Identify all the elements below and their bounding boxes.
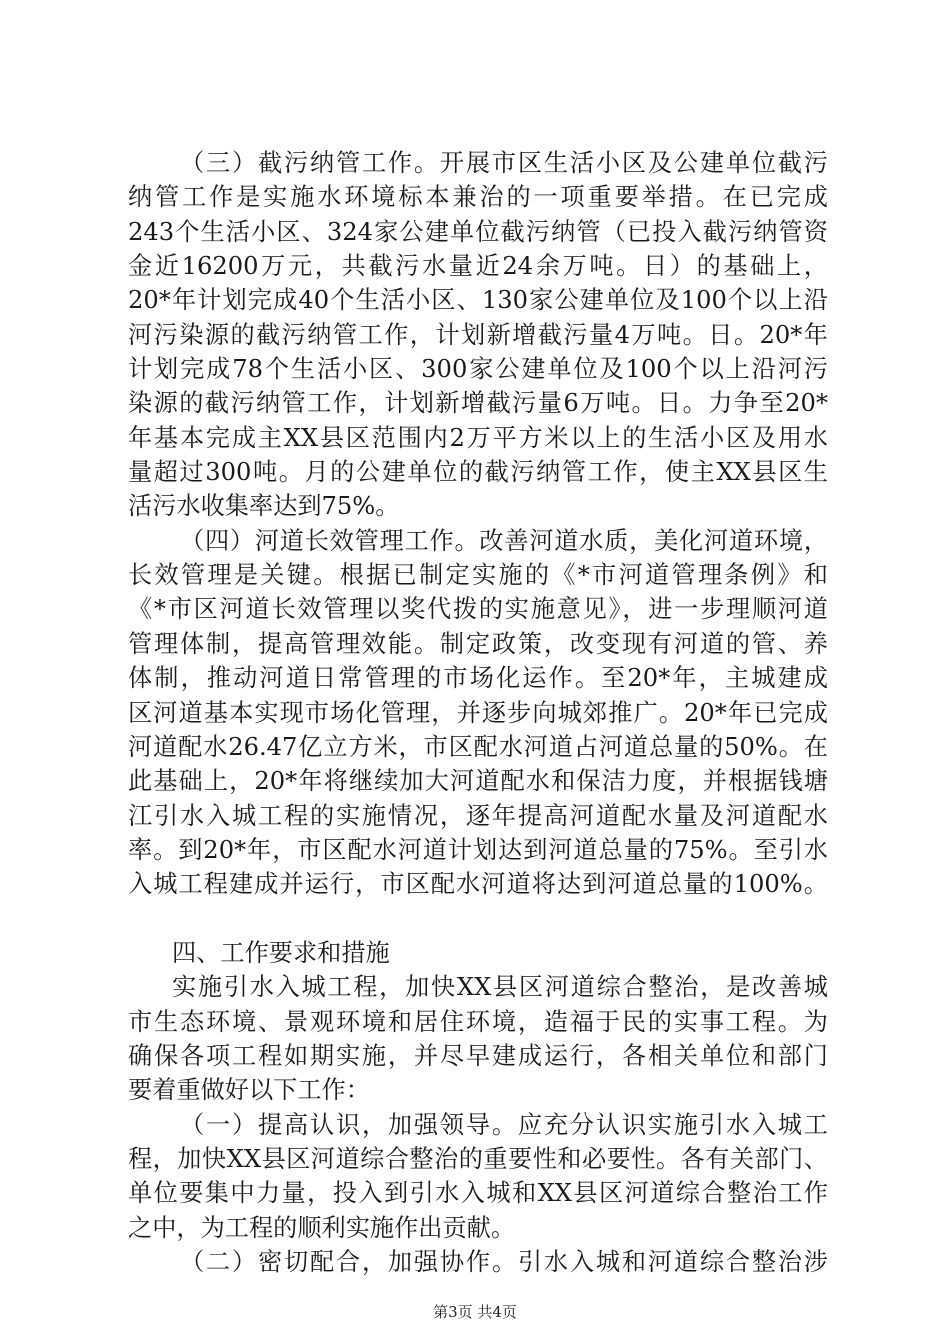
paragraph-line: 管理体制，提高管理效能。制定政策，改变现有河道的管、养 xyxy=(128,629,828,658)
paragraph-line: 入城工程建成并运行，市区配水河道将达到河道总量的100%。 xyxy=(128,870,828,899)
section-heading: 四、工作要求和措施 xyxy=(172,938,390,967)
paragraph-line: 率。到20*年，市区配水河道计划达到河道总量的75%。至引水 xyxy=(128,835,828,864)
paragraph-line: 市生态环境、景观环境和居住环境，造福于民的实事工程。为 xyxy=(128,1007,828,1036)
paragraph-line: 《*市区河道长效管理以奖代拨的实施意见》，进一步理顺河道 xyxy=(128,595,828,624)
blank-line xyxy=(128,902,828,936)
paragraph-line: 单位要集中力量，投入到引水入城和XX县区河道综合整治工作 xyxy=(128,1179,828,1208)
paragraph-line: 确保各项工程如期实施，并尽早建成运行，各相关单位和部门 xyxy=(128,1041,828,1070)
paragraph-line: 要着重做好以下工作： xyxy=(128,1076,370,1105)
paragraph-line: 量超过300吨。月的公建单位的截污纳管工作，使主XX县区生 xyxy=(128,458,828,487)
paragraph-line: （四）河道长效管理工作。改善河道水质，美化河道环境， xyxy=(180,526,828,555)
paragraph-line: 纳管工作是实施水环境标本兼治的一项重要举措。在已完成 xyxy=(128,183,828,212)
paragraph-line: 此基础上，20*年将继续加大河道配水和保洁力度，并根据钱塘 xyxy=(128,767,828,796)
paragraph-line: 河道配水26.47亿立方米，市区配水河道占河道总量的50%。在 xyxy=(128,732,828,761)
paragraph-line: 区河道基本实现市场化管理，并逐步向城郊推广。20*年已完成 xyxy=(128,698,828,727)
paragraph-line: 河污染源的截污纳管工作，计划新增截污量4万吨。日。20*年 xyxy=(128,320,828,349)
paragraph-line: 20*年计划完成40个生活小区、130家公建单位及100个以上沿 xyxy=(128,286,828,315)
paragraph-line: 计划完成78个生活小区、300家公建单位及100个以上沿河污 xyxy=(128,355,828,384)
document-body xyxy=(128,146,828,1279)
paragraph-line: （二）密切配合，加强协作。引水入城和河道综合整治涉 xyxy=(180,1248,828,1276)
paragraph-line: 实施引水入城工程，加快XX县区河道综合整治，是改善城 xyxy=(172,973,828,1002)
paragraph-line: 之中，为工程的顺利实施作出贡献。 xyxy=(128,1213,516,1242)
paragraph-line: （一）提高认识，加强领导。应充分认识实施引水入城工 xyxy=(180,1110,828,1139)
paragraph-line: （三）截污纳管工作。开展市区生活小区及公建单位截污 xyxy=(180,149,828,177)
paragraph-line: 长效管理是关键。根据已制定实施的《*市河道管理条例》和 xyxy=(128,561,828,590)
paragraph-line: 活污水收集率达到75%。 xyxy=(128,492,400,521)
paragraph-line: 243个生活小区、324家公建单位截污纳管（已投入截污纳管资 xyxy=(128,217,828,246)
paragraph-line: 染源的截污纳管工作，计划新增截污量6万吨。日。力争至20* xyxy=(128,389,828,418)
paragraph-line: 年基本完成主XX县区范围内2万平方米以上的生活小区及用水 xyxy=(128,423,828,452)
paragraph-line: 程，加快XX县区河道综合整治的重要性和必要性。各有关部门、 xyxy=(128,1144,828,1173)
paragraph-line: 金近16200万元，共截污水量近24余万吨。日）的基础上， xyxy=(128,252,828,281)
paragraph-line: 江引水入城工程的实施情况，逐年提高河道配水量及河道配水 xyxy=(128,801,828,830)
paragraph-line: 体制，推动河道日常管理的市场化运作。至20*年，主城建成 xyxy=(128,664,828,693)
page-footer: 第3页 共4页 xyxy=(433,1303,517,1321)
